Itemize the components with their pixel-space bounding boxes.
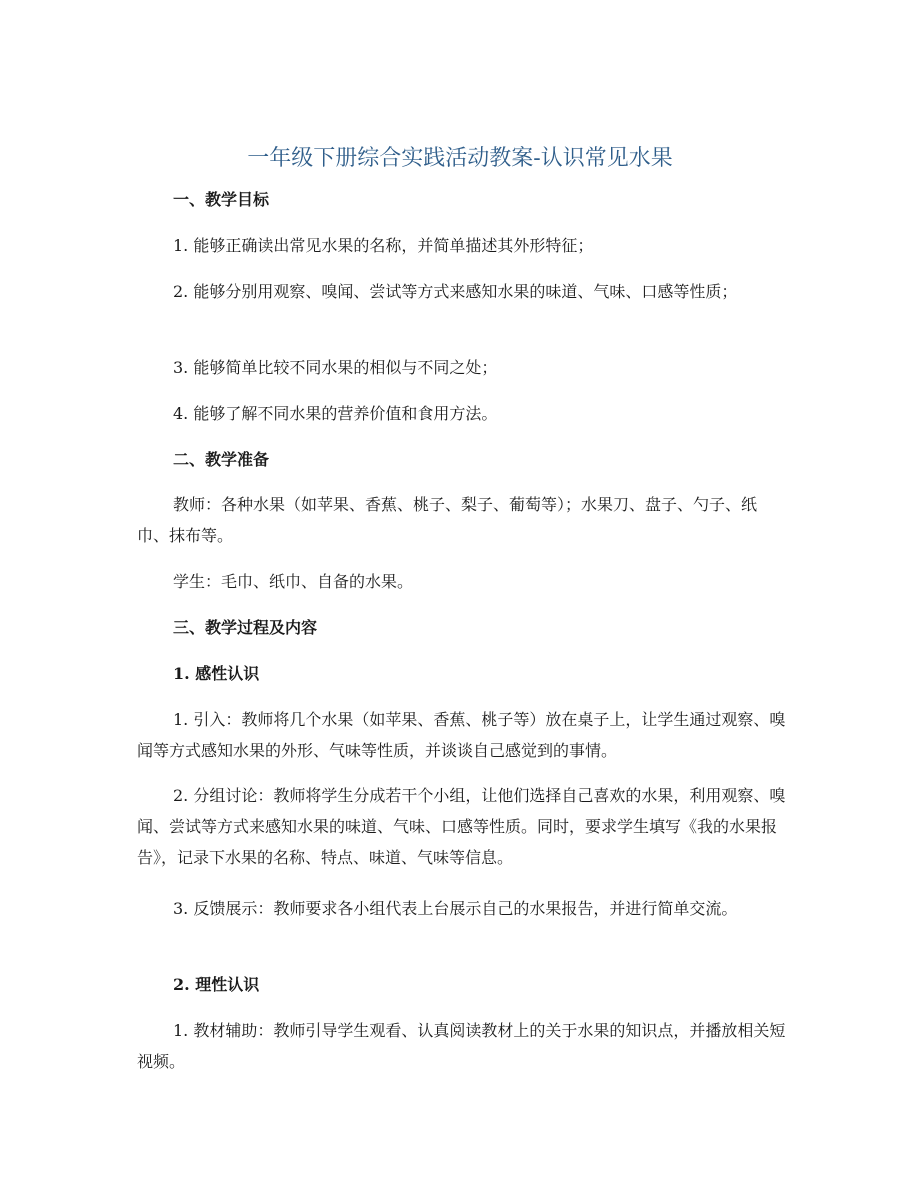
process-item-intro: 1. 引入：教师将几个水果（如苹果、香蕉、桃子等）放在桌子上，让学生通过观察、嗅闻等方式感知水果的外形、气味等性质，并谈谈自己感觉到的事情。 bbox=[137, 710, 786, 760]
subsection-heading-perceptual: 1. 感性认识 bbox=[173, 664, 260, 683]
subsection-heading-rational: 2. 理性认识 bbox=[173, 975, 260, 994]
preparation-teacher: 教师：各种水果（如苹果、香蕉、桃子、梨子、葡萄等）；水果刀、盘子、勺子、纸巾、抹布等。 bbox=[137, 495, 758, 545]
process-item-feedback: 3. 反馈展示：教师要求各小组代表上台展示自己的水果报告，并进行简单交流。 bbox=[173, 899, 738, 918]
section-heading-objectives: 一、教学目标 bbox=[173, 190, 270, 209]
section-heading-process: 三、教学过程及内容 bbox=[173, 618, 318, 637]
process-item-group-discussion: 2. 分组讨论：教师将学生分成若干个小组，让他们选择自己喜欢的水果，利用观察、嗅闻、尝试等方式来感知水果的味道、气味、口感等性质。同时，要求学生填写《我的水果报告》，记录下水果的名称、特点、味道、气味等信息。 bbox=[137, 786, 786, 867]
objective-item-3: 3. 能够简单比较不同水果的相似与不同之处； bbox=[173, 358, 498, 377]
objective-item-1: 1. 能够正确读出常见水果的名称，并简单描述其外形特征； bbox=[173, 236, 594, 255]
preparation-student: 学生：毛巾、纸巾、自备的水果。 bbox=[173, 572, 414, 591]
objective-item-4: 4. 能够了解不同水果的营养价值和食用方法。 bbox=[173, 404, 498, 423]
process-item-textbook: 1. 教材辅助：教师引导学生观看、认真阅读教材上的关于水果的知识点，并播放相关短视频。 bbox=[137, 1021, 786, 1071]
section-heading-preparation: 二、教学准备 bbox=[173, 450, 270, 469]
objective-item-2: 2. 能够分别用观察、嗅闻、尝试等方式来感知水果的味道、气味、口感等性质； bbox=[173, 282, 738, 301]
document-title: 一年级下册综合实践活动教案-认识常见水果 bbox=[247, 146, 673, 171]
